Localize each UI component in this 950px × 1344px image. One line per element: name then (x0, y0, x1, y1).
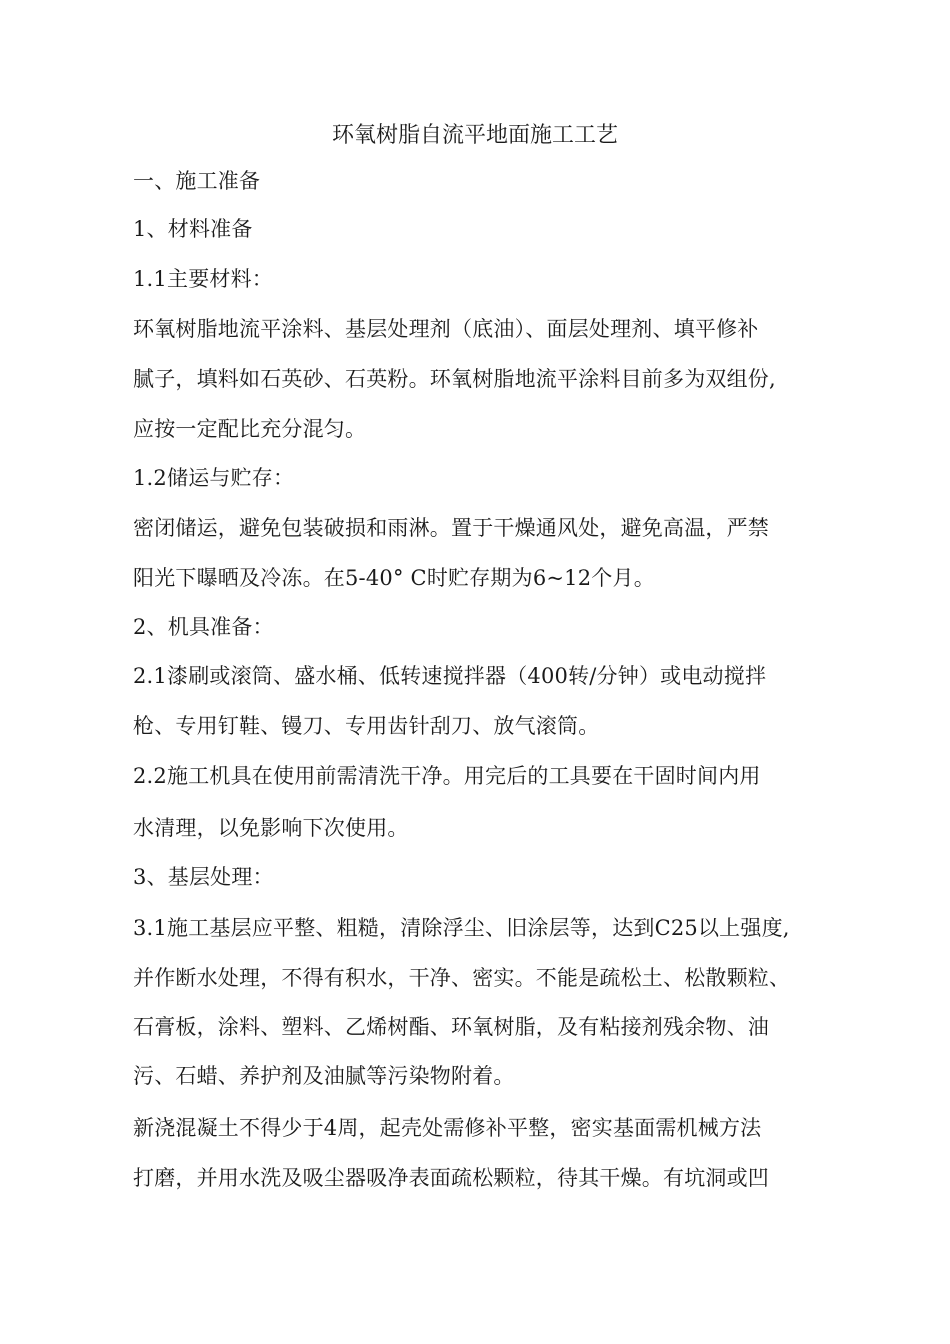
paragraph-line: 石膏板，涂料、塑料、乙烯树酯、环氧树脂，及有粘接剂残余物、油 (133, 1015, 769, 1039)
paragraph-line: 2.1漆刷或滚筒、盛水桶、低转速搅拌器（400转/分钟）或电动搅拌 (133, 664, 767, 688)
paragraph-line: 枪、专用钉鞋、镘刀、专用齿针刮刀、放气滚筒。 (133, 714, 600, 738)
subsection-heading-materials: 1、材料准备 (133, 217, 253, 241)
paragraph-line: 环氧树脂地流平涂料、基层处理剂（底油）、面层处理剂、填平修补 (133, 317, 759, 341)
subsection-heading-base-treatment: 3、基层处理： (133, 865, 274, 889)
paragraph-line: 新浇混凝土不得少于4周，起壳处需修补平整，密实基面需机械方法 (133, 1116, 762, 1140)
paragraph-line: 密闭储运，避免包装破损和雨淋。置于干燥通风处，避免高温，严禁 (133, 516, 769, 540)
paragraph-line: 3.1施工基层应平整、粗糙，清除浮尘、旧涂层等，达到C25以上强度, (133, 916, 790, 940)
paragraph-line: 打磨，并用水洗及吸尘器吸净表面疏松颗粒，待其干燥。有坑洞或凹 (133, 1166, 769, 1190)
item-heading-main-materials: 1.1主要材料： (133, 267, 273, 291)
paragraph-line: 阳光下曝晒及冷冻。在5-40° C时贮存期为6~12个月。 (133, 566, 655, 590)
document-title: 环氧树脂自流平地面施工工艺 (331, 123, 618, 148)
paragraph-line: 水清理，以免影响下次使用。 (133, 816, 409, 840)
item-heading-storage: 1.2储运与贮存： (133, 466, 295, 490)
paragraph-line: 污、石蜡、养护剂及油腻等污染物附着。 (133, 1064, 515, 1088)
paragraph-line: 2.2施工机具在使用前需清洗干净。用完后的工具要在干固时间内用 (133, 764, 761, 788)
paragraph-line: 应按一定配比充分混匀。 (133, 417, 367, 441)
subsection-heading-tools: 2、机具准备： (133, 615, 274, 639)
section-heading-preparation: 一、施工准备 (133, 169, 261, 193)
paragraph-line: 腻子，填料如石英砂、石英粉。环氧树脂地流平涂料目前多为双组份, (133, 367, 776, 391)
paragraph-line: 并作断水处理，不得有积水，干净、密实。不能是疏松土、松散颗粒、 (133, 966, 791, 990)
